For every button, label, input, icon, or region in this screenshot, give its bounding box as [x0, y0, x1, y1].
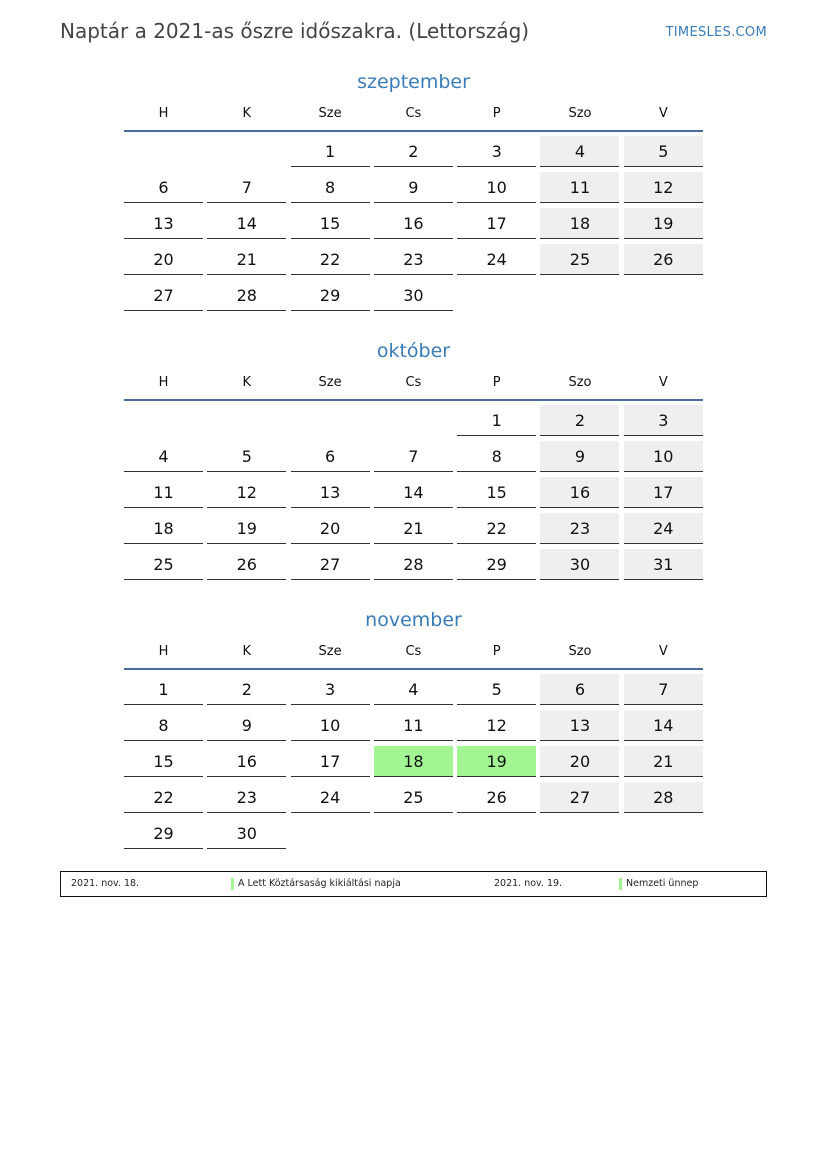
- month-1: [124, 337, 703, 585]
- week-rows: [124, 136, 703, 311]
- week-row: [124, 136, 703, 167]
- day-cell: 9: [540, 441, 619, 472]
- day-cell: 14: [374, 477, 453, 508]
- week-row: [124, 782, 703, 813]
- day-cell: 10: [291, 710, 370, 741]
- weekday-label: V: [658, 644, 668, 659]
- day-cell: 4: [124, 441, 203, 472]
- day-cell: 30: [207, 818, 286, 849]
- day-cell: 23: [540, 513, 619, 544]
- day-cell: 2: [207, 674, 286, 705]
- day-cell: 4: [540, 136, 619, 167]
- weekday-label: H: [158, 644, 169, 659]
- day-cell: 26: [624, 244, 703, 275]
- weekday-label: H: [158, 106, 169, 121]
- week-row: [124, 172, 703, 203]
- day-cell: 11: [124, 477, 203, 508]
- holiday-day-cell: 18: [374, 746, 453, 777]
- weekday-label: Szo: [568, 106, 592, 121]
- page-title: Naptár a 2021-as őszre időszakra. (Lettország): [60, 19, 530, 43]
- day-cell: 8: [291, 172, 370, 203]
- day-cell: 6: [540, 674, 619, 705]
- week-row: [124, 405, 703, 436]
- day-cell: 20: [124, 244, 203, 275]
- weekday-label: Cs: [405, 106, 422, 121]
- day-cell: 5: [457, 674, 536, 705]
- empty-day-cell: [540, 280, 619, 310]
- empty-day-cell: [457, 280, 536, 310]
- day-cell: 19: [624, 208, 703, 239]
- day-cell: 4: [374, 674, 453, 705]
- day-cell: 1: [124, 674, 203, 705]
- day-cell: 14: [207, 208, 286, 239]
- day-cell: 31: [624, 549, 703, 580]
- weekday-label: P: [492, 644, 501, 659]
- day-cell: 1: [291, 136, 370, 167]
- week-row: [124, 818, 703, 849]
- empty-day-cell: [457, 818, 536, 848]
- day-cell: 2: [540, 405, 619, 436]
- day-cell: 28: [207, 280, 286, 311]
- empty-day-cell: [624, 818, 703, 848]
- day-cell: 11: [540, 172, 619, 203]
- month-title: november: [365, 609, 462, 631]
- day-cell: 17: [457, 208, 536, 239]
- day-cell: 22: [457, 513, 536, 544]
- day-cell: 27: [124, 280, 203, 311]
- day-cell: 21: [207, 244, 286, 275]
- legend-description-2: Nemzeti ünnep: [619, 872, 698, 896]
- holiday-day-cell: 19: [457, 746, 536, 777]
- weekday-label: Cs: [405, 375, 422, 390]
- weekday-header: [124, 642, 703, 670]
- weekday-header: [124, 104, 703, 132]
- week-row: [124, 280, 703, 311]
- day-cell: 25: [540, 244, 619, 275]
- week-row: [124, 746, 703, 777]
- weekday-label: K: [242, 644, 252, 659]
- weekday-label: P: [492, 375, 501, 390]
- weekday-label: V: [658, 106, 668, 121]
- day-cell: 28: [374, 549, 453, 580]
- day-cell: 2: [374, 136, 453, 167]
- month-title: október: [376, 340, 451, 362]
- day-cell: 14: [624, 710, 703, 741]
- day-cell: 7: [624, 674, 703, 705]
- day-cell: 21: [624, 746, 703, 777]
- day-cell: 15: [124, 746, 203, 777]
- week-row: [124, 674, 703, 705]
- empty-day-cell: [291, 818, 370, 848]
- weekday-label: Sze: [318, 375, 342, 390]
- day-cell: 8: [124, 710, 203, 741]
- day-cell: 18: [540, 208, 619, 239]
- day-cell: 18: [124, 513, 203, 544]
- empty-day-cell: [207, 136, 286, 166]
- empty-day-cell: [624, 280, 703, 310]
- weekday-label: Sze: [318, 106, 342, 121]
- day-cell: 23: [374, 244, 453, 275]
- day-cell: 13: [291, 477, 370, 508]
- empty-day-cell: [374, 818, 453, 848]
- weekday-label: Szo: [568, 644, 592, 659]
- day-cell: 25: [374, 782, 453, 813]
- day-cell: 24: [457, 244, 536, 275]
- day-cell: 6: [291, 441, 370, 472]
- day-cell: 24: [291, 782, 370, 813]
- weekday-label: H: [158, 375, 169, 390]
- day-cell: 15: [457, 477, 536, 508]
- day-cell: 30: [374, 280, 453, 311]
- day-cell: 9: [207, 710, 286, 741]
- day-cell: 8: [457, 441, 536, 472]
- weekday-label: V: [658, 375, 668, 390]
- day-cell: 22: [291, 244, 370, 275]
- day-cell: 25: [124, 549, 203, 580]
- empty-day-cell: [124, 405, 203, 435]
- weekday-label: Sze: [318, 644, 342, 659]
- empty-day-cell: [374, 405, 453, 435]
- week-row: [124, 710, 703, 741]
- day-cell: 17: [624, 477, 703, 508]
- legend-date-1: 2021. nov. 18.: [71, 878, 140, 889]
- week-rows: [124, 674, 703, 849]
- day-cell: 30: [540, 549, 619, 580]
- weekday-header: [124, 373, 703, 401]
- weekday-label: K: [242, 375, 252, 390]
- week-row: [124, 441, 703, 472]
- legend-date-2: 2021. nov. 19.: [494, 878, 563, 889]
- day-cell: 26: [207, 549, 286, 580]
- week-row: [124, 208, 703, 239]
- empty-day-cell: [291, 405, 370, 435]
- day-cell: 6: [124, 172, 203, 203]
- holiday-legend: [60, 871, 767, 897]
- day-cell: 3: [624, 405, 703, 436]
- day-cell: 16: [374, 208, 453, 239]
- day-cell: 20: [540, 746, 619, 777]
- day-cell: 27: [291, 549, 370, 580]
- day-cell: 12: [207, 477, 286, 508]
- day-cell: 5: [624, 136, 703, 167]
- day-cell: 13: [540, 710, 619, 741]
- day-cell: 23: [207, 782, 286, 813]
- day-cell: 29: [124, 818, 203, 849]
- day-cell: 1: [457, 405, 536, 436]
- day-cell: 10: [457, 172, 536, 203]
- week-row: [124, 549, 703, 580]
- month-2: [124, 606, 703, 854]
- day-cell: 29: [291, 280, 370, 311]
- empty-day-cell: [207, 405, 286, 435]
- day-cell: 17: [291, 746, 370, 777]
- week-row: [124, 477, 703, 508]
- day-cell: 19: [207, 513, 286, 544]
- day-cell: 7: [374, 441, 453, 472]
- month-title: szeptember: [357, 71, 470, 93]
- brand-link[interactable]: TIMESLES.COM: [665, 25, 767, 40]
- day-cell: 20: [291, 513, 370, 544]
- day-cell: 10: [624, 441, 703, 472]
- day-cell: 5: [207, 441, 286, 472]
- empty-day-cell: [540, 818, 619, 848]
- day-cell: 11: [374, 710, 453, 741]
- day-cell: 13: [124, 208, 203, 239]
- week-row: [124, 244, 703, 275]
- day-cell: 24: [624, 513, 703, 544]
- day-cell: 16: [207, 746, 286, 777]
- weekday-label: K: [242, 106, 252, 121]
- day-cell: 7: [207, 172, 286, 203]
- day-cell: 22: [124, 782, 203, 813]
- day-cell: 9: [374, 172, 453, 203]
- day-cell: 26: [457, 782, 536, 813]
- week-row: [124, 513, 703, 544]
- day-cell: 27: [540, 782, 619, 813]
- day-cell: 21: [374, 513, 453, 544]
- day-cell: 3: [457, 136, 536, 167]
- day-cell: 3: [291, 674, 370, 705]
- empty-day-cell: [124, 136, 203, 166]
- day-cell: 15: [291, 208, 370, 239]
- week-rows: [124, 405, 703, 580]
- day-cell: 29: [457, 549, 536, 580]
- day-cell: 16: [540, 477, 619, 508]
- month-0: [124, 68, 703, 316]
- legend-description-1: A Lett Köztársaság kikiáltási napja: [231, 872, 401, 896]
- weekday-label: P: [492, 106, 501, 121]
- weekday-label: Szo: [568, 375, 592, 390]
- day-cell: 12: [624, 172, 703, 203]
- weekday-label: Cs: [405, 644, 422, 659]
- day-cell: 28: [624, 782, 703, 813]
- day-cell: 12: [457, 710, 536, 741]
